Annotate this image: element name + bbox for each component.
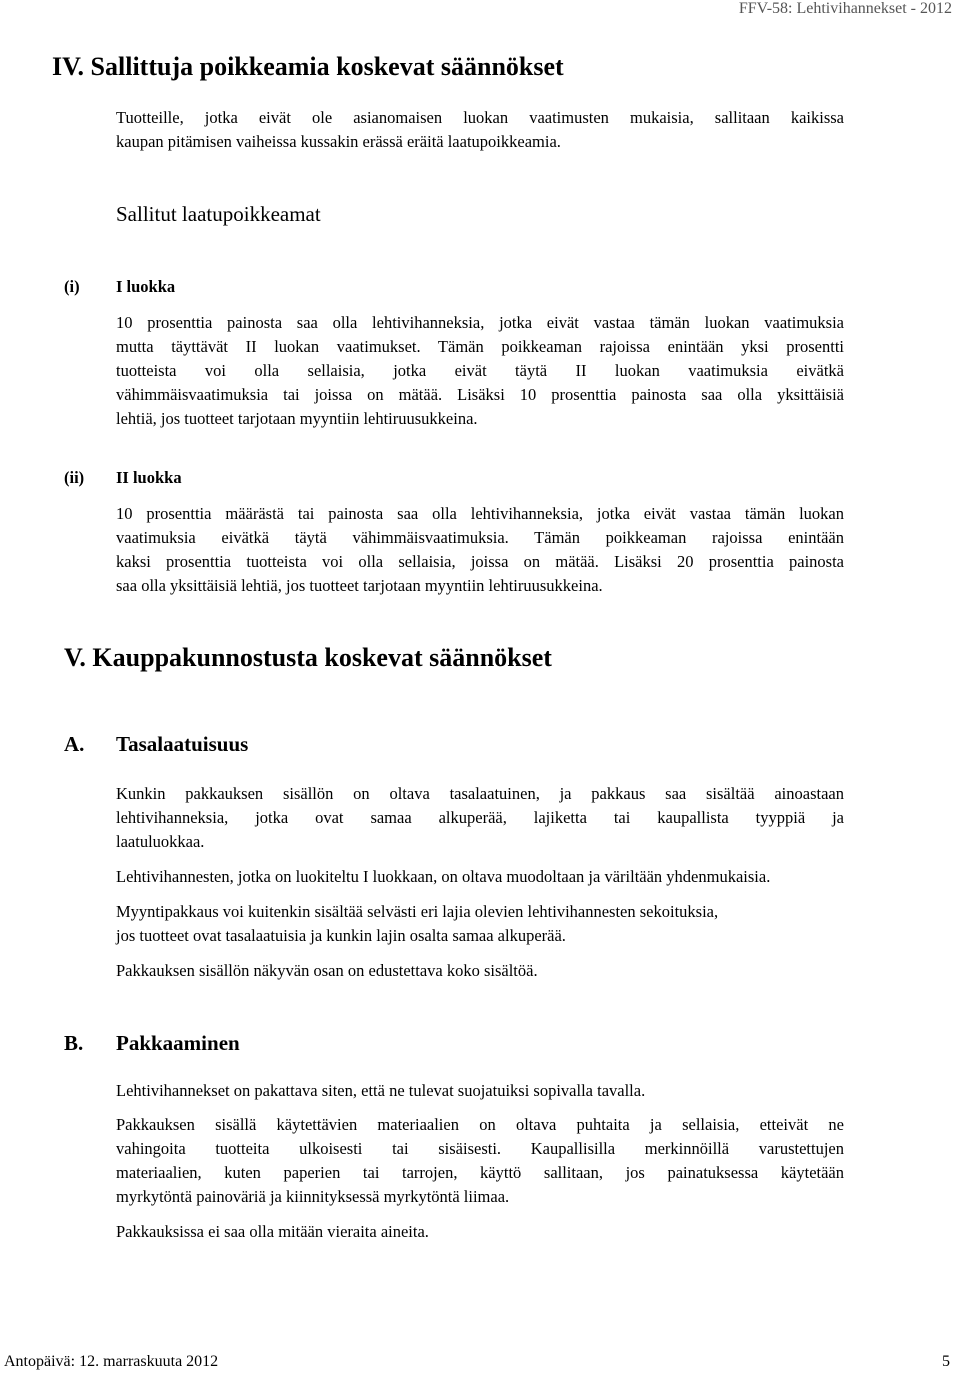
paragraph-line: 10 prosenttia painosta saa olla lehtivihanneksia, jotka eivät vastaa tämän luokan vaatimuksia — [116, 313, 844, 332]
paragraph-line: Kunkin pakkauksen sisällön on oltava tasalaatuinen, ja pakkaus saa sisältää ainoastaan — [116, 784, 844, 803]
packaging-paragraph-1: Lehtivihannekset on pakattava siten, että ne tulevat suojatuiksi sopivalla tavalla. — [116, 1081, 646, 1100]
packaging-paragraph-2 — [116, 1113, 844, 1209]
class-i-paragraph — [116, 311, 844, 431]
paragraph-line: laatuluokkaa. — [116, 832, 205, 851]
paragraph-line: materiaalien, kuten paperien tai tarrojen, käyttö sallitaan, jos painatuksessa käytetään — [116, 1163, 844, 1182]
paragraph-line: jos tuotteet ovat tasalaatuisia ja kunkin lajin osalta samaa alkuperää. — [116, 926, 566, 945]
subsection-a-label: A. — [64, 732, 85, 756]
uniformity-paragraph-4: Pakkauksen sisällön näkyvän osan on edustettava koko sisältöä. — [116, 961, 538, 980]
paragraph-line: vähimmäisvaatimuksia tai joissa on mätää. Lisäksi 10 prosenttia painosta saa olla yksittäisiä — [116, 385, 844, 404]
document-reference: FFV-58: Lehtivihannekset - 2012 — [738, 0, 952, 17]
packaging-paragraph-3: Pakkauksissa ei saa olla mitään vieraita aineita. — [116, 1222, 429, 1241]
paragraph-line: vaatimuksia eivätkä täytä vähimmäisvaatimuksia. Tämän poikkeaman rajoissa enintään — [116, 528, 844, 547]
page-number: 5 — [942, 1353, 950, 1370]
subsection-b-label: B. — [64, 1031, 84, 1055]
uniformity-paragraph-2: Lehtivihannesten, jotka on luokiteltu I luokkaan, on oltava muodoltaan ja väriltään yhdenmukaisia. — [116, 867, 771, 886]
subsection-a-title: Tasalaatuisuus — [116, 732, 249, 756]
paragraph-line: saa olla yksittäisiä lehtiä, jos tuotteet tarjotaan myyntiin lehtiruusukkeina. — [116, 576, 603, 595]
class-i-label: (i) — [64, 277, 80, 296]
uniformity-paragraph-3 — [116, 900, 844, 948]
subheading-allowed-tolerances: Sallitut laatupoikkeamat — [116, 202, 321, 226]
class-ii-title: II luokka — [116, 468, 182, 487]
paragraph-line: kaksi prosenttia tuotteista voi olla sellaisia, joissa on mätää. Lisäksi 20 prosenttia painosta — [116, 552, 844, 571]
paragraph-line: vahingoita tuotteita ulkoisesti tai sisäisesti. Kaupallisilla merkinnöillä varustettujen — [116, 1139, 844, 1158]
subsection-b-title: Pakkaaminen — [116, 1031, 240, 1055]
paragraph-line: myrkytöntä painoväriä ja kiinnityksessä myrkytöntä liimaa. — [116, 1187, 510, 1206]
paragraph-line: Pakkauksen sisällä käytettävien materiaalien on oltava puhtaita ja sellaisia, etteivät ne — [116, 1115, 844, 1134]
paragraph-line: mutta täyttävät II luokan vaatimukset. Tämän poikkeaman rajoissa enintään yksi prosentti — [116, 337, 844, 356]
paragraph-line: tuotteista voi olla sellaisia, jotka eivät täytä II luokan vaatimuksia eivätkä — [116, 361, 844, 380]
class-ii-paragraph — [116, 502, 844, 598]
class-i-title: I luokka — [116, 277, 176, 296]
paragraph-line: Myyntipakkaus voi kuitenkin sisältää selvästi eri lajia olevien lehtivihannesten sekoituksia, — [116, 902, 719, 921]
issue-date: Antopäivä: 12. marraskuuta 2012 — [4, 1353, 219, 1370]
intro-line: kaupan pitämisen vaiheissa kussakin erässä eräitä laatupoikkeamia. — [116, 132, 561, 151]
paragraph-line: lehtiä, jos tuotteet tarjotaan myyntiin lehtiruusukkeina. — [116, 409, 478, 428]
class-ii-label: (ii) — [64, 468, 85, 487]
paragraph-line: lehtivihanneksia, jotka ovat samaa alkuperää, lajiketta tai kaupallista tyyppiä ja — [116, 808, 844, 827]
section-iv-intro — [116, 106, 844, 154]
uniformity-paragraph-1 — [116, 782, 844, 854]
section-v-title: V. Kauppakunnostusta koskevat säännökset — [64, 643, 552, 672]
intro-line: Tuotteille, jotka eivät ole asianomaisen luokan vaatimusten mukaisia, sallitaan kaikissa — [116, 108, 844, 127]
section-iv-title: IV. Sallittuja poikkeamia koskevat säännökset — [52, 52, 564, 81]
paragraph-line: 10 prosenttia määrästä tai painosta saa olla lehtivihanneksia, jotka eivät vastaa tämän luokan — [116, 504, 844, 523]
